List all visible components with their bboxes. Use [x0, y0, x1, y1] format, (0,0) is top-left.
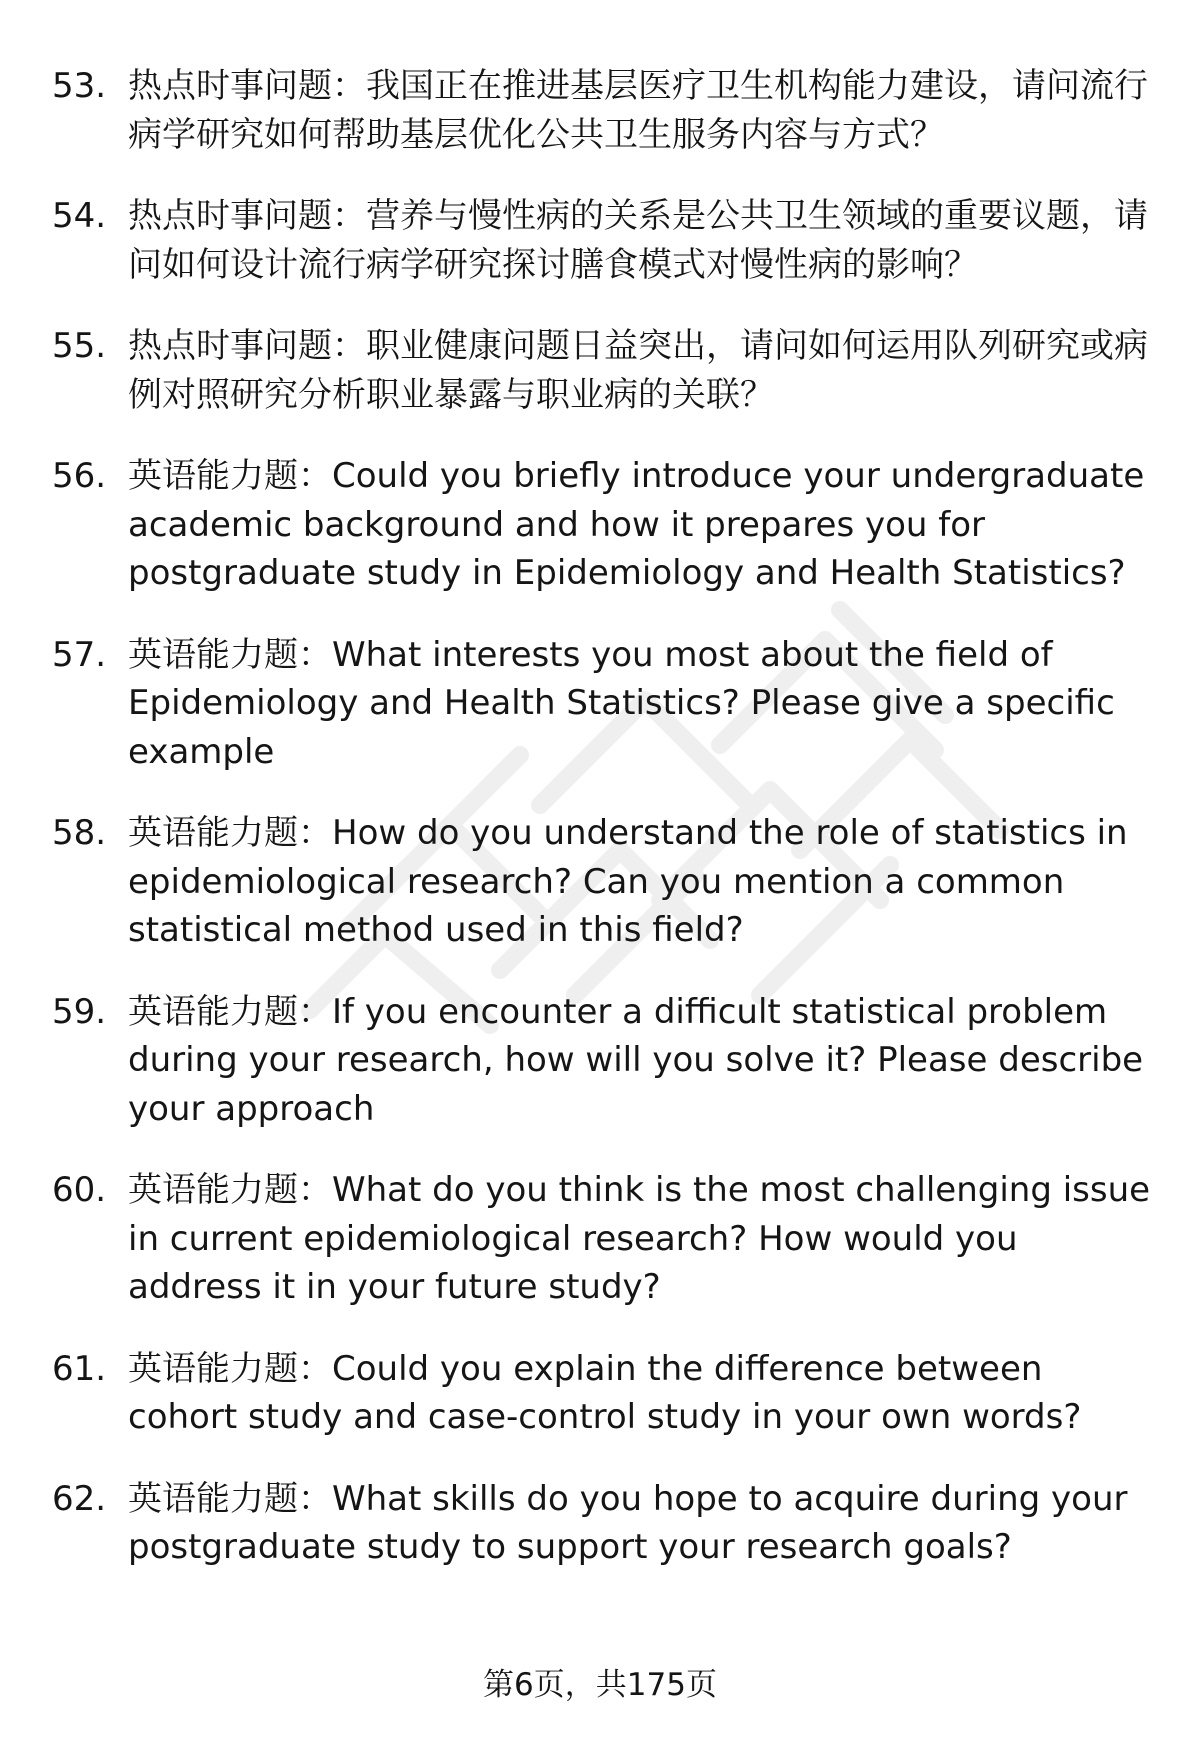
question-list	[0, 62, 1200, 1605]
question-item	[0, 1475, 1200, 1572]
question-item	[0, 809, 1200, 955]
question-text: 热点时事问题：营养与慢性病的关系是公共卫生领域的重要议题，请问如何设计流行病学研究探讨膳食模式对慢性病的影响？	[128, 196, 1148, 285]
question-item	[0, 192, 1200, 289]
question-number: 56.	[52, 456, 107, 496]
question-number: 60.	[52, 1170, 107, 1210]
question-text: 英语能力题：If you encounter a difficult statistical problem during your research, how will you solve it? Please describe your approach	[128, 991, 1144, 1129]
question-text: 英语能力题：How do you understand the role of statistics in epidemiological research? Can you mention a common statistical method used in this field?	[128, 813, 1128, 950]
question-item	[0, 62, 1200, 159]
question-item	[0, 1166, 1200, 1312]
question-number: 57.	[52, 634, 107, 675]
question-item	[0, 452, 1200, 598]
question-text: 热点时事问题：我国正在推进基层医疗卫生机构能力建设，请问流行病学研究如何帮助基层优化公共卫生服务内容与方式？	[128, 66, 1148, 155]
question-number: 61.	[52, 1348, 107, 1389]
question-text: 英语能力题：What skills do you hope to acquire during your postgraduate study to support your research goals?	[128, 1478, 1128, 1567]
question-item	[0, 1345, 1200, 1442]
question-number: 53.	[52, 66, 107, 106]
page-footer: 第6页，共175页	[483, 1667, 717, 1703]
question-item	[0, 322, 1200, 419]
question-text: 热点时事问题：职业健康问题日益突出，请问如何运用队列研究或病例对照研究分析职业暴露与职业病的关联？	[128, 326, 1148, 415]
question-item	[0, 988, 1200, 1134]
question-number: 55.	[52, 326, 107, 366]
question-number: 59.	[52, 991, 107, 1032]
question-number: 58.	[52, 813, 107, 853]
question-text: 英语能力题：What do you think is the most challenging issue in current epidemiological research? How would you address it in your future study?	[128, 1170, 1151, 1307]
question-number: 62.	[52, 1478, 107, 1519]
question-text: 英语能力题：Could you briefly introduce your undergraduate academic background and how it prepares you for postgraduate study in Epidemiology and Health Statistics?	[128, 456, 1145, 593]
question-item	[0, 631, 1200, 777]
question-number: 54.	[52, 196, 107, 236]
question-text: 英语能力题：What interests you most about the field of Epidemiology and Health Statistics? Please give a specific example	[128, 634, 1115, 772]
question-text: 英语能力题：Could you explain the difference between cohort study and case-control study in your own words?	[128, 1348, 1082, 1437]
